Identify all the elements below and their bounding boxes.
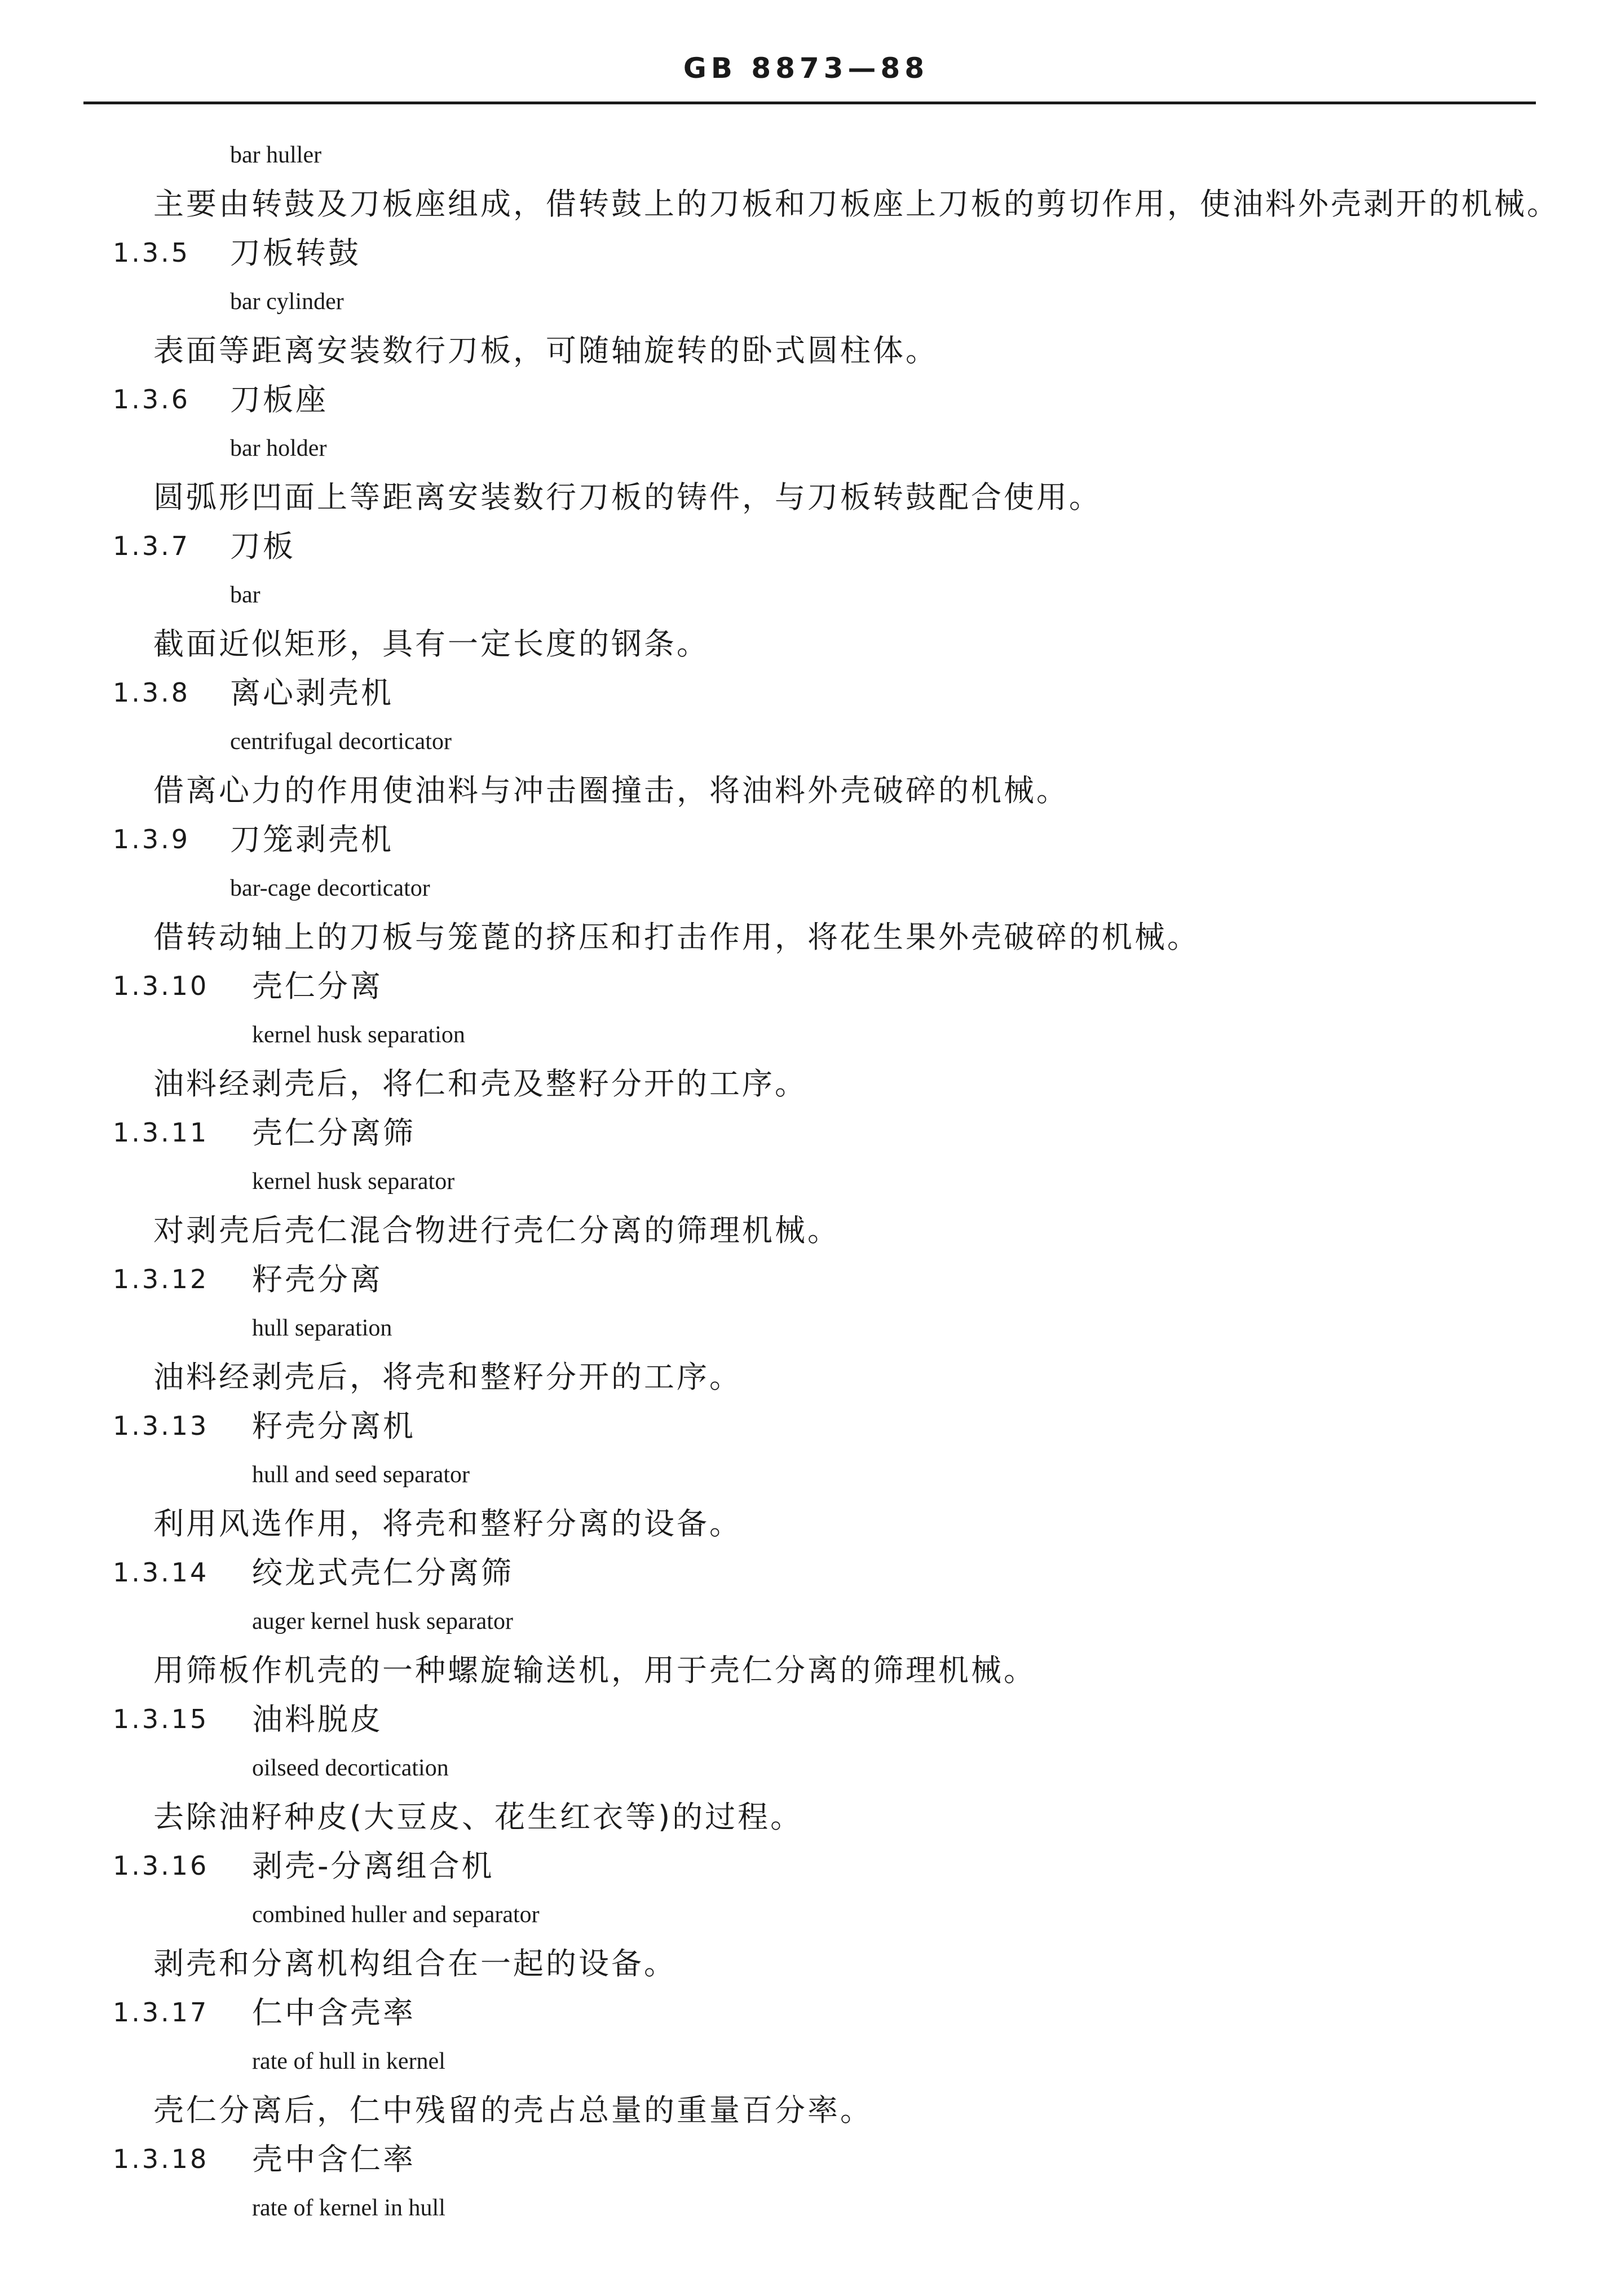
term-chinese: 仁中含壳率 [252, 1995, 416, 2030]
term-english: rate of hull in kernel [252, 2048, 445, 2074]
term-chinese: 剥壳-分离组合机 [252, 1848, 494, 1884]
term-definition: 借转动轴上的刀板与笼蓖的挤压和打击作用，将花生果外壳破碎的机械。 [153, 919, 1200, 955]
term-definition: 油料经剥壳后，将仁和壳及整籽分开的工序。 [153, 1066, 807, 1101]
term-number: 1.3.6 [113, 384, 191, 415]
term-english: auger kernel husk separator [252, 1608, 513, 1634]
intro-definition: 主要由转鼓及刀板座组成，借转鼓上的刀板和刀板座上刀板的剪切作用，使油料外壳剥开的机械。 [153, 186, 1560, 222]
term-entry-1-3-18 [0, 2135, 1612, 2232]
term-english: hull and seed separator [252, 1462, 470, 1488]
term-number: 1.3.15 [113, 1704, 209, 1734]
term-heading [0, 1695, 1612, 1744]
term-chinese: 油料脱皮 [252, 1702, 383, 1737]
term-number: 1.3.9 [113, 824, 191, 854]
term-heading [0, 668, 1612, 717]
term-english: hull separation [252, 1315, 392, 1341]
term-entry-1-3-17 [0, 1988, 1612, 2135]
term-chinese: 籽壳分离 [252, 1262, 383, 1297]
term-definition: 利用风选作用，将壳和整籽分离的设备。 [153, 1506, 742, 1541]
term-english: bar [230, 582, 260, 608]
term-heading [0, 1841, 1612, 1890]
term-heading [0, 2135, 1612, 2184]
term-chinese: 壳仁分离 [252, 968, 383, 1004]
page-header: GB 8873—88 [683, 52, 929, 85]
term-entry-1-3-8 [0, 668, 1612, 815]
term-english: bar holder [230, 435, 327, 461]
term-english: kernel husk separator [252, 1169, 455, 1195]
term-english: combined huller and separator [252, 1902, 540, 1928]
term-english: oilseed decortication [252, 1755, 449, 1781]
term-heading [0, 962, 1612, 1011]
term-entry-1-3-13 [0, 1402, 1612, 1548]
term-entry-1-3-11 [0, 1108, 1612, 1255]
term-chinese: 刀板 [230, 528, 295, 564]
term-entry-1-3-7 [0, 522, 1612, 668]
term-number: 1.3.7 [113, 531, 191, 561]
intro-entry [0, 131, 1612, 228]
term-number: 1.3.10 [113, 971, 209, 1001]
term-definition: 去除油籽种皮(大豆皮、花生红衣等)的过程。 [153, 1799, 803, 1835]
term-english: rate of kernel in hull [252, 2195, 445, 2221]
term-entry-1-3-12 [0, 1255, 1612, 1402]
term-chinese: 籽壳分离机 [252, 1408, 416, 1444]
term-chinese: 刀板转鼓 [230, 235, 361, 271]
term-definition: 剥壳和分离机构组合在一起的设备。 [153, 1946, 677, 1981]
term-definition: 借离心力的作用使油料与冲击圈撞击，将油料外壳破碎的机械。 [153, 773, 1069, 808]
term-number: 1.3.5 [113, 237, 191, 268]
term-number: 1.3.12 [113, 1264, 209, 1294]
term-entry-1-3-9 [0, 815, 1612, 962]
term-number: 1.3.17 [113, 1997, 209, 2028]
term-entry-1-3-6 [0, 375, 1612, 522]
term-entry-1-3-16 [0, 1841, 1612, 1988]
term-definition: 表面等距离安装数行刀板，可随轴旋转的卧式圆柱体。 [153, 333, 938, 368]
terms-content [0, 131, 1612, 2232]
term-heading [0, 228, 1612, 277]
intro-english-term: bar huller [230, 142, 322, 168]
term-number: 1.3.18 [113, 2144, 209, 2174]
term-chinese: 壳仁分离筛 [252, 1115, 416, 1151]
term-english: bar-cage decorticator [230, 875, 430, 901]
term-definition: 壳仁分离后，仁中残留的壳占总量的重量百分率。 [153, 2092, 873, 2128]
term-entry-1-3-10 [0, 962, 1612, 1108]
term-number: 1.3.13 [113, 1411, 209, 1441]
term-entry-1-3-14 [0, 1548, 1612, 1695]
term-number: 1.3.11 [113, 1117, 209, 1148]
term-heading [0, 1255, 1612, 1304]
term-chinese: 离心剥壳机 [230, 675, 394, 711]
term-definition: 对剥壳后壳仁混合物进行壳仁分离的筛理机械。 [153, 1213, 840, 1248]
term-english: centrifugal decorticator [230, 729, 452, 755]
term-chinese: 刀笼剥壳机 [230, 822, 394, 857]
term-chinese: 壳中含仁率 [252, 2141, 416, 2177]
term-definition: 用筛板作机壳的一种螺旋输送机，用于壳仁分离的筛理机械。 [153, 1652, 1036, 1688]
header-rule [83, 102, 1536, 104]
term-english: kernel husk separation [252, 1022, 465, 1048]
term-heading [0, 1548, 1612, 1597]
term-number: 1.3.16 [113, 1850, 209, 1881]
term-number: 1.3.14 [113, 1557, 209, 1588]
term-definition: 圆弧形凹面上等距离安装数行刀板的铸件，与刀板转鼓配合使用。 [153, 479, 1102, 515]
term-entry-1-3-5 [0, 228, 1612, 375]
term-heading [0, 815, 1612, 864]
term-heading [0, 1108, 1612, 1157]
term-entry-1-3-15 [0, 1695, 1612, 1841]
term-number: 1.3.8 [113, 677, 191, 708]
term-definition: 油料经剥壳后，将壳和整籽分开的工序。 [153, 1359, 742, 1395]
term-heading [0, 1402, 1612, 1451]
term-english: bar cylinder [230, 289, 344, 315]
term-heading [0, 1988, 1612, 2037]
term-chinese: 刀板座 [230, 382, 328, 417]
term-chinese: 绞龙式壳仁分离筛 [252, 1555, 514, 1590]
term-definition: 截面近似矩形，具有一定长度的钢条。 [153, 626, 709, 662]
term-heading [0, 522, 1612, 571]
term-heading [0, 375, 1612, 424]
